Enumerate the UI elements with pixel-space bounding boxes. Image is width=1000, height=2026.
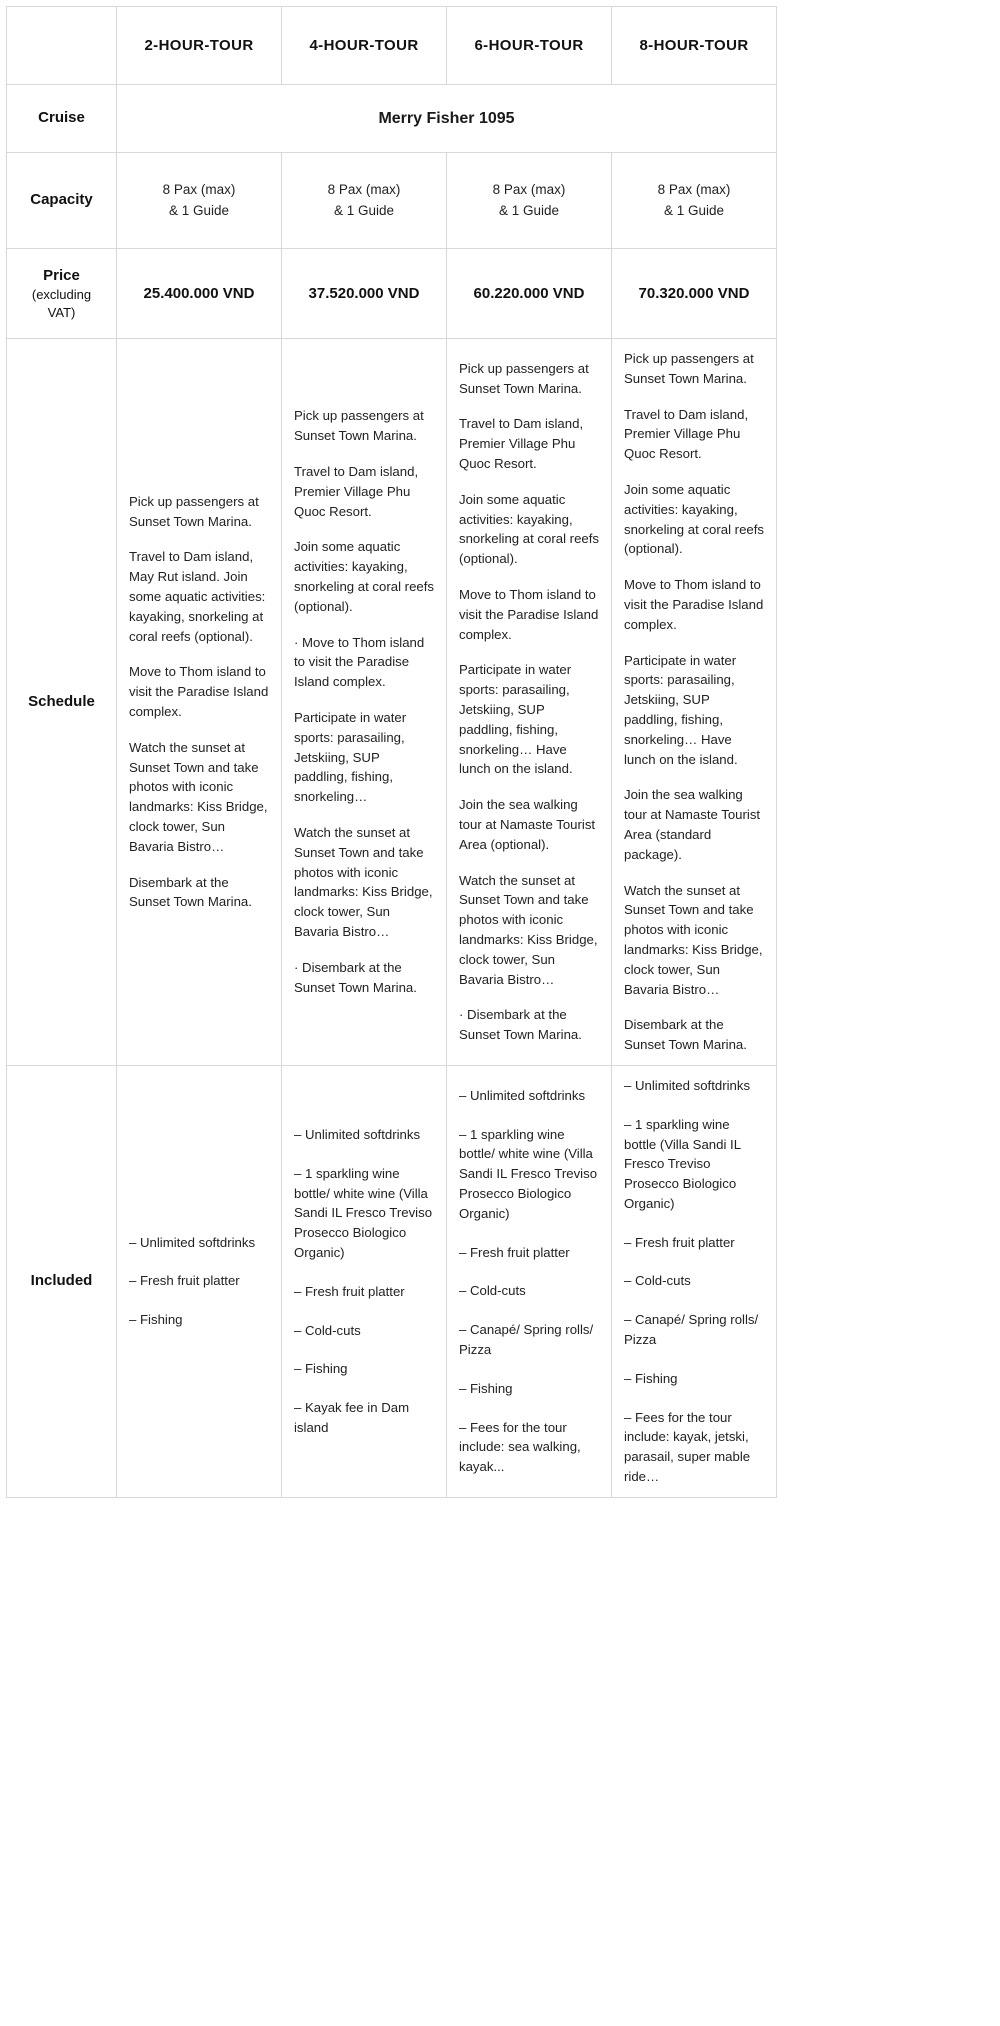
table-row-price [7,249,777,339]
cell-paragraph: – Unlimited softdrinks [294,1127,421,1142]
table-row-included [7,1065,777,1497]
cell-paragraph: Move to Thom island to visit the Paradise Island complex. [624,577,764,632]
cell-paragraph: Participate in water sports: parasailing, Jetskiing, SUP paddling, fishing, snorkeling… Have lunch on the island. [459,662,573,777]
cell-paragraph: Disembark at the Sunset Town Marina. [129,874,252,910]
cell-paragraph: · Disembark at the Sunset Town Marina. [294,959,417,995]
cell-paragraph: – Unlimited softdrinks [624,1077,751,1093]
capacity-value-8-hour: 8 Pax (max) & 1 Guide [612,153,777,249]
row-label-price [7,249,117,339]
price-value-2-hour: 25.400.000 VND [117,249,282,339]
table-corner-cell [7,7,117,85]
cell-paragraph: – Fishing [459,1380,513,1396]
included-value-2-hour [117,1065,282,1497]
cell-paragraph: Join the sea walking tour at Namaste Tourist Area (standard package). [624,787,761,862]
cell-paragraph: Travel to Dam island, May Rut island. Join some aquatic activities: kayaking, snorkeling at coral reefs (optional). [129,549,266,644]
cell-paragraph: Join some aquatic activities: kayaking, snorkeling at coral reefs (optional). [294,539,435,614]
cell-paragraph: – Canapé/ Spring rolls/ Pizza [624,1312,759,1348]
row-label-schedule: Schedule [7,339,117,1066]
included-value-4-hour [282,1065,447,1497]
cell-paragraph: Participate in water sports: parasailing, Jetskiing, SUP paddling, fishing, snorkeling… Have lunch on the island. [624,652,738,767]
cell-paragraph: Pick up passengers at Sunset Town Marina. [294,408,424,444]
row-label-included: Included [7,1065,117,1497]
cell-paragraph: Watch the sunset at Sunset Town and take photos with iconic landmarks: Kiss Bridge, clock tower, Sun Bavaria Bistro… [624,882,763,997]
column-header-8-hour: 8-HOUR-TOUR [612,7,777,85]
cell-paragraph: – Canapé/ Spring rolls/ Pizza [459,1322,594,1357]
included-value-6-hour [447,1065,612,1497]
cell-paragraph: – 1 sparkling wine bottle/ white wine (Villa Sandi IL Fresco Treviso Prosecco Biologico Organic) [459,1126,598,1221]
included-value-8-hour [612,1065,777,1497]
row-label-capacity: Capacity [7,153,117,249]
cell-paragraph: – Fishing [624,1370,678,1386]
cell-paragraph: Pick up passengers at Sunset Town Marina. [129,493,259,529]
table-header-row [7,7,777,85]
cell-paragraph: · Move to Thom island to visit the Paradise Island complex. [294,634,425,690]
cruise-name-value: Merry Fisher 1095 [117,85,777,153]
cell-paragraph: Join the sea walking tour at Namaste Tourist Area (optional). [459,797,596,852]
cell-paragraph: – Fresh fruit platter [129,1273,240,1289]
cell-paragraph: Join some aquatic activities: kayaking, snorkeling at coral reefs (optional). [624,481,765,557]
cell-paragraph: – Cold-cuts [459,1283,526,1299]
schedule-value-4-hour [282,339,447,1066]
cell-paragraph: Move to Thom island to visit the Paradise Island complex. [459,587,599,642]
capacity-value-6-hour: 8 Pax (max) & 1 Guide [447,153,612,249]
cell-paragraph: – Fees for the tour include: kayak, jetski, parasail, super mable ride… [624,1409,751,1485]
price-value-4-hour: 37.520.000 VND [282,249,447,339]
cell-paragraph: – Fresh fruit platter [459,1244,570,1260]
row-label-price-main: Price [43,266,80,284]
table-row-capacity [7,153,777,249]
cell-paragraph: – Cold-cuts [294,1322,361,1338]
price-value-8-hour: 70.320.000 VND [612,249,777,339]
cell-paragraph: – Unlimited softdrinks [459,1087,586,1103]
cell-paragraph: · Disembark at the Sunset Town Marina. [459,1007,582,1043]
cell-paragraph: – Unlimited softdrinks [129,1234,256,1250]
capacity-value-4-hour: 8 Pax (max) & 1 Guide [282,153,447,249]
cell-paragraph: Travel to Dam island, Premier Village Phu Quoc Resort. [294,464,419,519]
price-value-6-hour: 60.220.000 VND [447,249,612,339]
cell-paragraph: – Cold-cuts [624,1273,691,1289]
table-row-cruise [7,85,777,153]
column-header-4-hour: 4-HOUR-TOUR [282,7,447,85]
schedule-value-2-hour [117,339,282,1066]
cell-paragraph: Move to Thom island to visit the Paradise Island complex. [129,664,269,719]
cell-paragraph: – Fresh fruit platter [294,1283,405,1299]
cell-paragraph: Participate in water sports: parasailing, Jetskiing, SUP paddling, fishing, snorkeling… [294,710,407,805]
cell-paragraph: Travel to Dam island, Premier Village Phu Quoc Resort. [459,416,584,472]
cell-paragraph: – Fishing [294,1361,348,1377]
table-row-schedule [7,339,777,1066]
cell-paragraph: – 1 sparkling wine bottle (Villa Sandi IL Fresco Treviso Prosecco Biologico Organic) [624,1116,741,1211]
cell-paragraph: – Fresh fruit platter [624,1234,735,1250]
cell-paragraph: Travel to Dam island, Premier Village Phu Quoc Resort. [624,406,749,462]
capacity-value-2-hour: 8 Pax (max) & 1 Guide [117,153,282,249]
cell-paragraph: Join some aquatic activities: kayaking, snorkeling at coral reefs (optional). [459,491,600,567]
column-header-2-hour: 2-HOUR-TOUR [117,7,282,85]
cell-paragraph: Disembark at the Sunset Town Marina. [624,1017,747,1053]
schedule-value-6-hour [447,339,612,1066]
cell-paragraph: Pick up passengers at Sunset Town Marina. [624,351,754,386]
row-label-cruise: Cruise [7,85,117,153]
cell-paragraph: Watch the sunset at Sunset Town and take photos with iconic landmarks: Kiss Bridge, clock tower, Sun Bavaria Bistro… [459,872,598,987]
tour-pricing-table [6,6,777,1498]
cell-paragraph: – 1 sparkling wine bottle/ white wine (Villa Sandi IL Fresco Treviso Prosecco Biologico Organic) [294,1165,433,1260]
cell-paragraph: – Kayak fee in Dam island [294,1400,410,1435]
cell-paragraph: – Fishing [129,1312,183,1328]
cell-paragraph: – Fees for the tour include: sea walking, kayak... [459,1419,581,1475]
cell-paragraph: Watch the sunset at Sunset Town and take photos with iconic landmarks: Kiss Bridge, clock tower, Sun Bavaria Bistro… [294,825,433,940]
column-header-6-hour: 6-HOUR-TOUR [447,7,612,85]
row-label-price-sub: (excluding VAT) [31,287,92,320]
cell-paragraph: Watch the sunset at Sunset Town and take photos with iconic landmarks: Kiss Bridge, clock tower, Sun Bavaria Bistro… [129,739,268,854]
schedule-value-8-hour [612,339,777,1066]
cell-paragraph: Pick up passengers at Sunset Town Marina. [459,360,589,396]
